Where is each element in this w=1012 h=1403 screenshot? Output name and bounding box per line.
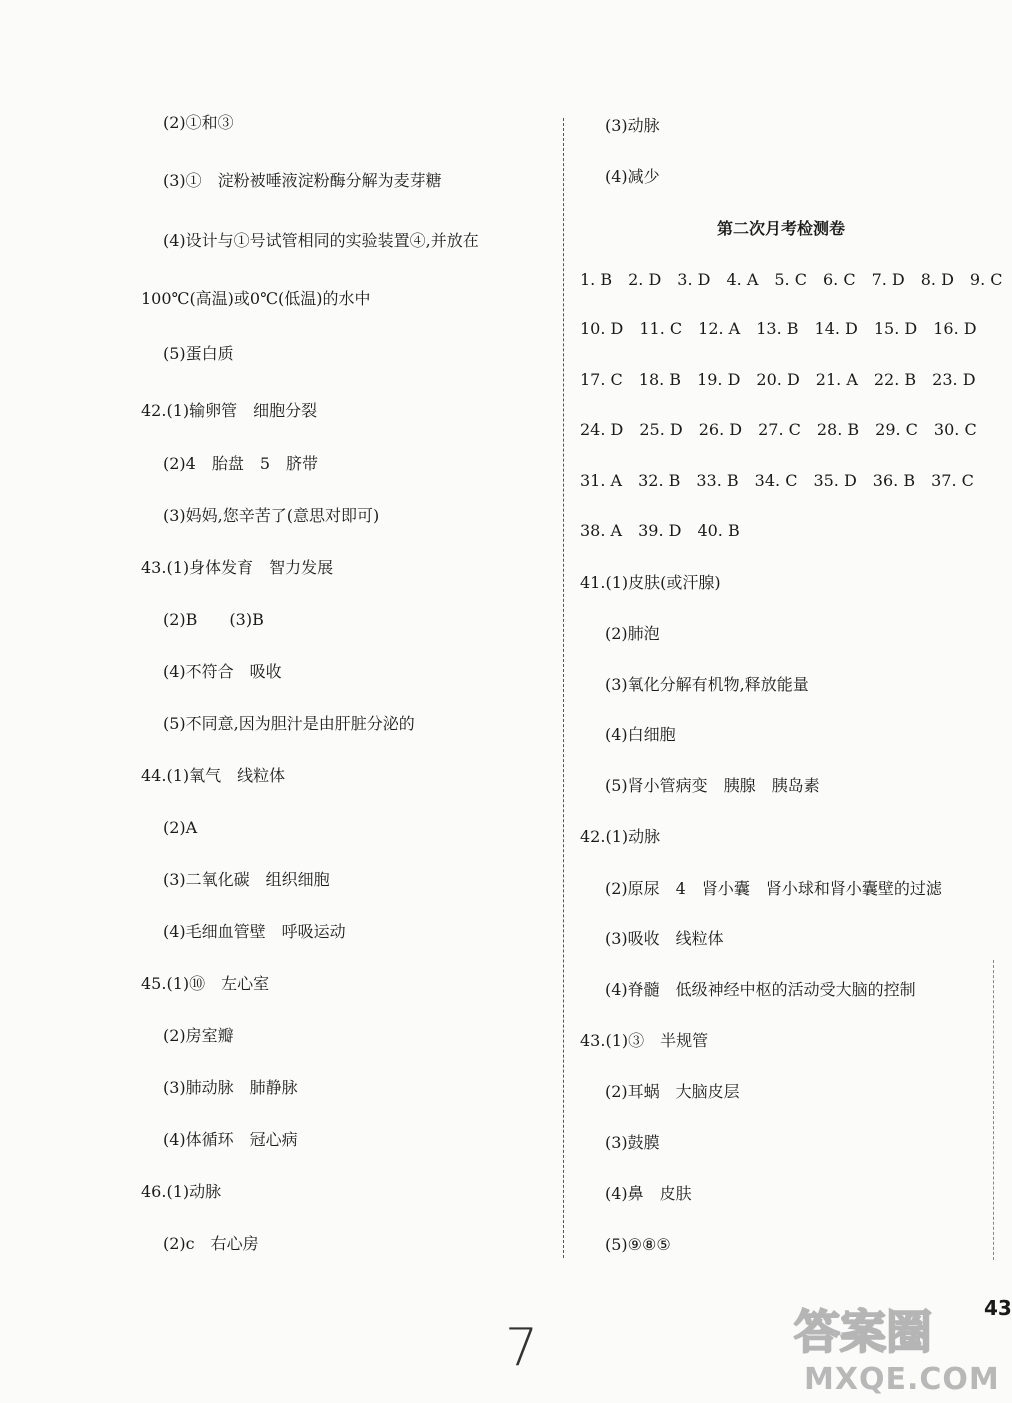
answer-line: 45.(1)⑩ 左心室: [141, 974, 270, 993]
answer-line: (3)氧化分解有机物,释放能量: [605, 675, 809, 694]
answer-line: (4)设计与①号试管相同的实验装置④,并放在: [163, 231, 479, 250]
answer-line: (4)白细胞: [605, 725, 676, 744]
answer-line: 42.(1)动脉: [580, 827, 661, 846]
answer-line: (2)原尿 4 肾小囊 肾小球和肾小囊壁的过滤: [605, 879, 942, 898]
answer-line: (2)房室瓣: [163, 1026, 234, 1045]
answer-line: 43.(1)身体发育 智力发展: [141, 558, 334, 577]
answer-line: (4)体循环 冠心病: [163, 1130, 298, 1149]
column-divider: [563, 118, 564, 1258]
answer-line: (2)A: [163, 818, 198, 837]
answer-line: (2)肺泡: [605, 624, 660, 643]
page-number: 43: [984, 1296, 1012, 1320]
answer-line: (3)妈妈,您辛苦了(意思对即可): [163, 506, 380, 525]
answer-line: (3)肺动脉 肺静脉: [163, 1078, 298, 1097]
answer-line: (2)c 右心房: [163, 1234, 259, 1253]
answer-line: (2)B (3)B: [163, 610, 264, 629]
answer-line: (5)蛋白质: [163, 344, 234, 363]
answer-line: (3)动脉: [605, 116, 660, 135]
watermark-url: MXQE.COM: [804, 1362, 1000, 1397]
choice-answers-row: 1. B 2. D 3. D 4. A 5. C 6. C 7. D 8. D 9. C: [580, 270, 1003, 289]
answer-line: 44.(1)氧气 线粒体: [141, 766, 286, 785]
choice-answers-row: 17. C 18. B 19. D 20. D 21. A 22. B 23. D: [580, 370, 976, 389]
answer-line: (4)毛细血管壁 呼吸运动: [163, 922, 346, 941]
answer-line: (2)①和③: [163, 113, 234, 132]
answer-line: 41.(1)皮肤(或汗腺): [580, 573, 721, 592]
watermark-logo-icon: [790, 1300, 990, 1360]
answer-line: 42.(1)输卵管 细胞分裂: [141, 401, 318, 420]
answer-line: (5)肾小管病变 胰腺 胰岛素: [605, 776, 820, 795]
answer-line: 43.(1)③ 半规管: [580, 1031, 709, 1050]
answer-line: (5)不同意,因为胆汁是由肝脏分泌的: [163, 714, 415, 733]
choice-answers-row: 24. D 25. D 26. D 27. C 28. B 29. C 30. C: [580, 420, 977, 439]
answer-line: (4)鼻 皮肤: [605, 1184, 692, 1203]
handwritten-mark: 7: [505, 1318, 539, 1378]
answer-line: (4)脊髓 低级神经中枢的活动受大脑的控制: [605, 980, 916, 999]
answer-line: 100℃(高温)或0℃(低温)的水中: [141, 289, 371, 308]
answer-line: (3)二氧化碳 组织细胞: [163, 870, 330, 889]
section-title: 第二次月考检测卷: [717, 219, 846, 238]
answer-line: 46.(1)动脉: [141, 1182, 222, 1201]
choice-answers-row: 10. D 11. C 12. A 13. B 14. D 15. D 16. D: [580, 319, 977, 338]
answer-line: (3)吸收 线粒体: [605, 929, 724, 948]
svg-text:答案圈: 答案圈: [794, 1305, 932, 1359]
answer-line: (2)耳蜗 大脑皮层: [605, 1082, 740, 1101]
answer-line: (5)⑨⑧⑤: [605, 1235, 671, 1254]
watermark: [790, 1300, 1000, 1400]
answer-line: (3)鼓膜: [605, 1133, 660, 1152]
page-edge-mark: [993, 960, 994, 1260]
answer-line: (4)减少: [605, 167, 660, 186]
choice-answers-row: 31. A 32. B 33. B 34. C 35. D 36. B 37. C: [580, 471, 974, 490]
choice-answers-row: 38. A 39. D 40. B: [580, 521, 740, 540]
answer-line: (2)4 胎盘 5 脐带: [163, 454, 319, 473]
answer-line: (4)不符合 吸收: [163, 662, 282, 681]
answer-line: (3)① 淀粉被唾液淀粉酶分解为麦芽糖: [163, 171, 442, 190]
